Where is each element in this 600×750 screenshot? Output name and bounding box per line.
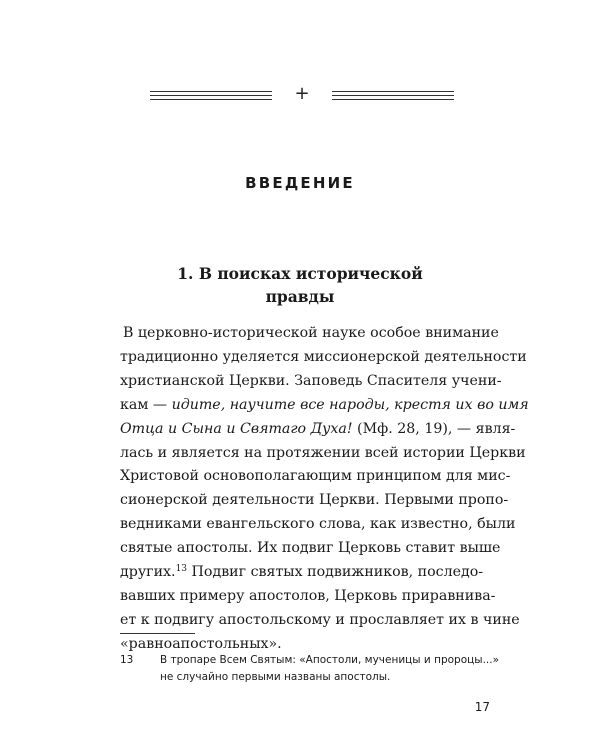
body-line: Христовой основополагающим принципом для мис-: [120, 468, 511, 485]
body-text-span: Подвиг святых подвижников, последо-: [187, 564, 484, 581]
scripture-reference: (Мф. 28, 19), — явля-: [352, 420, 516, 437]
body-line: «равноапостольных».: [120, 635, 282, 652]
body-paragraph: [120, 322, 529, 657]
section-title-line-1: 1. В поисках исторической: [177, 264, 423, 283]
body-line: христианской Церкви. Заповедь Спасителя учени-: [120, 372, 502, 389]
body-line: традиционно уделяется миссионерской деятельности: [120, 348, 527, 365]
chapter-title: ВВЕДЕНИЕ: [245, 174, 355, 192]
footnote-line-2: не случайно первыми названы апостолы.: [160, 671, 391, 683]
body-line: святые апостолы. Их подвиг Церковь ставит выше: [120, 540, 501, 557]
body-line: ведниками евангельского слова, как известно, были: [120, 516, 516, 533]
footnote-separator: [120, 633, 195, 634]
footnote-line-1: В тропаре Всем Святым: «Апостоли, мученицы и пророцы...»: [160, 654, 500, 666]
cross-icon: +: [294, 83, 310, 104]
body-line: вавших примеру апостолов, Церковь приравнива-: [120, 587, 496, 604]
body-line: ет к подвигу апостольскому и прославляет их в чине: [120, 611, 520, 628]
body-line: В церковно-исторической науке особое внимание: [123, 325, 499, 341]
body-text-span: других.: [120, 564, 176, 581]
body-line: [120, 418, 516, 442]
body-text-span: кам —: [120, 396, 172, 413]
section-title: [150, 262, 450, 308]
footnote-reference[interactable]: 13: [175, 564, 188, 575]
footnote-number: 13: [120, 654, 134, 666]
header-ornament: [0, 83, 600, 108]
body-line: [120, 394, 529, 418]
scripture-quote: Отца и Сына и Святаго Духа!: [120, 420, 353, 437]
page-number: 17: [474, 700, 490, 714]
ornament-right-rule: [332, 91, 454, 103]
ornament-left-rule: [150, 91, 272, 103]
scripture-quote: идите, научите все народы, крестя их во имя: [171, 396, 529, 413]
body-line: лась и является на протяжении всей истории Церкви: [120, 444, 526, 461]
body-line: [120, 561, 490, 585]
section-title-line-2: правды: [265, 287, 335, 306]
body-line: сионерской деятельности Церкви. Первыми пропо-: [120, 492, 509, 509]
footnote-text: [160, 652, 499, 686]
